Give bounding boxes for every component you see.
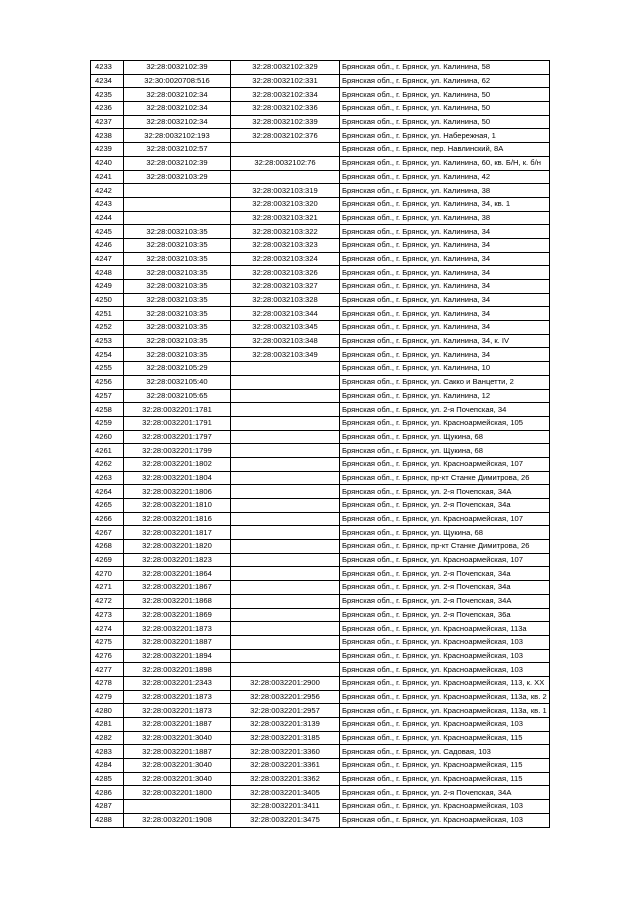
row-number-cell: 4276 bbox=[91, 649, 124, 663]
parcel-number-cell bbox=[124, 800, 231, 814]
object-number-cell: 32:28:0032201:2957 bbox=[231, 704, 340, 718]
row-number-cell: 4278 bbox=[91, 676, 124, 690]
row-number-cell: 4237 bbox=[91, 115, 124, 129]
address-cell: Брянская обл., г. Брянск, ул. Сакко и Ванцетти, 2 bbox=[340, 375, 550, 389]
object-number-cell bbox=[231, 622, 340, 636]
table-row bbox=[91, 471, 550, 485]
row-number-cell: 4279 bbox=[91, 690, 124, 704]
object-number-cell bbox=[231, 170, 340, 184]
parcel-number-cell: 32:28:0032102:34 bbox=[124, 88, 231, 102]
table-row bbox=[91, 690, 550, 704]
table-row bbox=[91, 102, 550, 116]
parcel-number-cell: 32:28:0032201:1817 bbox=[124, 526, 231, 540]
object-number-cell bbox=[231, 567, 340, 581]
object-number-cell: 32:28:0032201:3405 bbox=[231, 786, 340, 800]
object-number-cell: 32:28:0032201:3362 bbox=[231, 772, 340, 786]
object-number-cell bbox=[231, 403, 340, 417]
parcel-number-cell: 32:28:0032201:3040 bbox=[124, 731, 231, 745]
address-cell: Брянская обл., г. Брянск, ул. Калинина, 38 bbox=[340, 211, 550, 225]
address-cell: Брянская обл., г. Брянск, ул. Калинина, 50 bbox=[340, 102, 550, 116]
row-number-cell: 4272 bbox=[91, 594, 124, 608]
parcel-number-cell: 32:28:0032105:65 bbox=[124, 389, 231, 403]
address-cell: Брянская обл., г. Брянск, ул. Калинина, 62 bbox=[340, 74, 550, 88]
address-cell: Брянская обл., г. Брянск, ул. 2-я Почепская, 34а bbox=[340, 581, 550, 595]
table-row bbox=[91, 457, 550, 471]
object-number-cell: 32:28:0032201:2900 bbox=[231, 676, 340, 690]
row-number-cell: 4245 bbox=[91, 225, 124, 239]
table-row bbox=[91, 772, 550, 786]
address-cell: Брянская обл., г. Брянск, ул. Калинина, 58 bbox=[340, 61, 550, 75]
address-cell: Брянская обл., г. Брянск, ул. Красноармейская, 103 bbox=[340, 635, 550, 649]
parcel-number-cell: 32:28:0032201:1804 bbox=[124, 471, 231, 485]
address-cell: Брянская обл., г. Брянск, ул. Щукина, 68 bbox=[340, 430, 550, 444]
address-cell: Брянская обл., г. Брянск, ул. Красноармейская, 103 bbox=[340, 663, 550, 677]
row-number-cell: 4256 bbox=[91, 375, 124, 389]
row-number-cell: 4251 bbox=[91, 307, 124, 321]
cadastral-table bbox=[90, 60, 550, 828]
table-row bbox=[91, 348, 550, 362]
row-number-cell: 4241 bbox=[91, 170, 124, 184]
object-number-cell bbox=[231, 663, 340, 677]
address-cell: Брянская обл., г. Брянск, ул. Красноармейская, 107 bbox=[340, 457, 550, 471]
parcel-number-cell: 32:28:0032201:3040 bbox=[124, 772, 231, 786]
parcel-number-cell: 32:28:0032201:1781 bbox=[124, 403, 231, 417]
parcel-number-cell: 32:28:0032102:34 bbox=[124, 115, 231, 129]
table-row bbox=[91, 197, 550, 211]
parcel-number-cell: 32:28:0032103:35 bbox=[124, 307, 231, 321]
parcel-number-cell bbox=[124, 184, 231, 198]
address-cell: Брянская обл., г. Брянск, ул. Красноармейская, 113а, кв. 1 bbox=[340, 704, 550, 718]
table-row bbox=[91, 252, 550, 266]
table-row bbox=[91, 676, 550, 690]
address-cell: Брянская обл., г. Брянск, ул. Красноармейская, 113, к. XX bbox=[340, 676, 550, 690]
row-number-cell: 4242 bbox=[91, 184, 124, 198]
parcel-number-cell: 32:28:0032201:1806 bbox=[124, 485, 231, 499]
address-cell: Брянская обл., г. Брянск, ул. 2-я Почепская, 34А bbox=[340, 594, 550, 608]
object-number-cell: 32:28:0032103:321 bbox=[231, 211, 340, 225]
object-number-cell: 32:28:0032201:3185 bbox=[231, 731, 340, 745]
row-number-cell: 4261 bbox=[91, 444, 124, 458]
address-cell: Брянская обл., г. Брянск, ул. 2-я Почепская, 34а bbox=[340, 499, 550, 513]
parcel-number-cell: 32:28:0032201:1898 bbox=[124, 663, 231, 677]
address-cell: Брянская обл., г. Брянск, ул. Калинина, 34 bbox=[340, 225, 550, 239]
table-row bbox=[91, 567, 550, 581]
table-row bbox=[91, 61, 550, 75]
table-row bbox=[91, 170, 550, 184]
address-cell: Брянская обл., г. Брянск, ул. Калинина, 34 bbox=[340, 252, 550, 266]
address-cell: Брянская обл., г. Брянск, пр-кт Станке Димитрова, 26 bbox=[340, 471, 550, 485]
table-row bbox=[91, 485, 550, 499]
table-row bbox=[91, 512, 550, 526]
address-cell: Брянская обл., г. Брянск, ул. Красноармейская, 115 bbox=[340, 731, 550, 745]
row-number-cell: 4250 bbox=[91, 293, 124, 307]
object-number-cell: 32:28:0032103:324 bbox=[231, 252, 340, 266]
parcel-number-cell: 32:28:0032103:35 bbox=[124, 252, 231, 266]
address-cell: Брянская обл., г. Брянск, ул. Калинина, 34 bbox=[340, 280, 550, 294]
address-cell: Брянская обл., г. Брянск, ул. Калинина, 34 bbox=[340, 307, 550, 321]
row-number-cell: 4269 bbox=[91, 553, 124, 567]
address-cell: Брянская обл., г. Брянск, ул. Красноармейская, 113а bbox=[340, 622, 550, 636]
object-number-cell bbox=[231, 553, 340, 567]
address-cell: Брянская обл., г. Брянск, ул. Красноармейская, 113а, кв. 2 bbox=[340, 690, 550, 704]
row-number-cell: 4288 bbox=[91, 813, 124, 827]
table-row bbox=[91, 759, 550, 773]
address-cell: Брянская обл., г. Брянск, ул. Красноармейская, 115 bbox=[340, 772, 550, 786]
table-row bbox=[91, 74, 550, 88]
object-number-cell bbox=[231, 471, 340, 485]
parcel-number-cell: 32:28:0032201:1799 bbox=[124, 444, 231, 458]
row-number-cell: 4266 bbox=[91, 512, 124, 526]
parcel-number-cell: 32:28:0032103:35 bbox=[124, 225, 231, 239]
row-number-cell: 4270 bbox=[91, 567, 124, 581]
table-row bbox=[91, 649, 550, 663]
parcel-number-cell: 32:28:0032103:35 bbox=[124, 238, 231, 252]
address-cell: Брянская обл., г. Брянск, ул. Калинина, 10 bbox=[340, 362, 550, 376]
row-number-cell: 4277 bbox=[91, 663, 124, 677]
row-number-cell: 4285 bbox=[91, 772, 124, 786]
address-cell: Брянская обл., г. Брянск, ул. Щукина, 68 bbox=[340, 444, 550, 458]
parcel-number-cell: 32:28:0032201:1810 bbox=[124, 499, 231, 513]
address-cell: Брянская обл., г. Брянск, ул. Калинина, 34 bbox=[340, 321, 550, 335]
address-cell: Брянская обл., г. Брянск, ул. Красноармейская, 103 bbox=[340, 800, 550, 814]
parcel-number-cell: 32:28:0032201:1908 bbox=[124, 813, 231, 827]
object-number-cell: 32:28:0032103:348 bbox=[231, 334, 340, 348]
address-cell: Брянская обл., г. Брянск, ул. Калинина, 34, кв. 1 bbox=[340, 197, 550, 211]
table-row bbox=[91, 813, 550, 827]
table-row bbox=[91, 280, 550, 294]
document-page bbox=[90, 60, 550, 828]
table-row bbox=[91, 211, 550, 225]
table-row bbox=[91, 622, 550, 636]
table-row bbox=[91, 444, 550, 458]
object-number-cell: 32:28:0032102:376 bbox=[231, 129, 340, 143]
table-row bbox=[91, 403, 550, 417]
address-cell: Брянская обл., г. Брянск, ул. 2-я Почепская, 34а bbox=[340, 567, 550, 581]
object-number-cell bbox=[231, 457, 340, 471]
row-number-cell: 4249 bbox=[91, 280, 124, 294]
table-row bbox=[91, 156, 550, 170]
object-number-cell bbox=[231, 389, 340, 403]
row-number-cell: 4238 bbox=[91, 129, 124, 143]
table-row bbox=[91, 663, 550, 677]
row-number-cell: 4281 bbox=[91, 718, 124, 732]
row-number-cell: 4236 bbox=[91, 102, 124, 116]
address-cell: Брянская обл., г. Брянск, ул. Калинина, 34 bbox=[340, 348, 550, 362]
object-number-cell bbox=[231, 512, 340, 526]
table-row bbox=[91, 115, 550, 129]
address-cell: Брянская обл., г. Брянск, пр-кт Станке Димитрова, 26 bbox=[340, 540, 550, 554]
object-number-cell: 32:28:0032102:334 bbox=[231, 88, 340, 102]
address-cell: Брянская обл., г. Брянск, ул. Калинина, 12 bbox=[340, 389, 550, 403]
row-number-cell: 4235 bbox=[91, 88, 124, 102]
table-row bbox=[91, 540, 550, 554]
parcel-number-cell: 32:28:0032103:35 bbox=[124, 280, 231, 294]
address-cell: Брянская обл., г. Брянск, ул. Садовая, 103 bbox=[340, 745, 550, 759]
parcel-number-cell: 32:28:0032201:1869 bbox=[124, 608, 231, 622]
object-number-cell bbox=[231, 581, 340, 595]
object-number-cell: 32:28:0032103:328 bbox=[231, 293, 340, 307]
row-number-cell: 4247 bbox=[91, 252, 124, 266]
table-row bbox=[91, 238, 550, 252]
row-number-cell: 4287 bbox=[91, 800, 124, 814]
table-body bbox=[91, 61, 550, 828]
address-cell: Брянская обл., г. Брянск, ул. Калинина, 60, кв. Б/Н, к. б/н bbox=[340, 156, 550, 170]
table-row bbox=[91, 375, 550, 389]
parcel-number-cell: 32:28:0032201:1791 bbox=[124, 416, 231, 430]
table-row bbox=[91, 499, 550, 513]
table-row bbox=[91, 745, 550, 759]
parcel-number-cell: 32:28:0032201:1797 bbox=[124, 430, 231, 444]
object-number-cell bbox=[231, 594, 340, 608]
table-row bbox=[91, 800, 550, 814]
row-number-cell: 4239 bbox=[91, 143, 124, 157]
parcel-number-cell: 32:28:0032201:2343 bbox=[124, 676, 231, 690]
table-row bbox=[91, 581, 550, 595]
object-number-cell: 32:28:0032201:3360 bbox=[231, 745, 340, 759]
table-row bbox=[91, 225, 550, 239]
parcel-number-cell: 32:28:0032201:1800 bbox=[124, 786, 231, 800]
address-cell: Брянская обл., г. Брянск, ул. Калинина, 38 bbox=[340, 184, 550, 198]
row-number-cell: 4264 bbox=[91, 485, 124, 499]
parcel-number-cell bbox=[124, 211, 231, 225]
object-number-cell bbox=[231, 499, 340, 513]
table-row bbox=[91, 526, 550, 540]
parcel-number-cell: 32:28:0032103:35 bbox=[124, 348, 231, 362]
parcel-number-cell: 32:28:0032103:35 bbox=[124, 266, 231, 280]
table-row bbox=[91, 362, 550, 376]
object-number-cell: 32:28:0032102:331 bbox=[231, 74, 340, 88]
object-number-cell: 32:28:0032201:3475 bbox=[231, 813, 340, 827]
parcel-number-cell: 32:28:0032201:1864 bbox=[124, 567, 231, 581]
parcel-number-cell: 32:28:0032103:35 bbox=[124, 334, 231, 348]
object-number-cell: 32:28:0032103:345 bbox=[231, 321, 340, 335]
row-number-cell: 4246 bbox=[91, 238, 124, 252]
row-number-cell: 4252 bbox=[91, 321, 124, 335]
object-number-cell bbox=[231, 362, 340, 376]
object-number-cell: 32:28:0032201:3139 bbox=[231, 718, 340, 732]
row-number-cell: 4254 bbox=[91, 348, 124, 362]
parcel-number-cell: 32:28:0032201:1887 bbox=[124, 635, 231, 649]
table-row bbox=[91, 731, 550, 745]
parcel-number-cell: 32:28:0032201:1873 bbox=[124, 690, 231, 704]
parcel-number-cell: 32:28:0032102:39 bbox=[124, 156, 231, 170]
row-number-cell: 4265 bbox=[91, 499, 124, 513]
object-number-cell: 32:28:0032102:329 bbox=[231, 61, 340, 75]
object-number-cell: 32:28:0032201:3411 bbox=[231, 800, 340, 814]
address-cell: Брянская обл., г. Брянск, ул. Красноармейская, 107 bbox=[340, 512, 550, 526]
object-number-cell bbox=[231, 608, 340, 622]
address-cell: Брянская обл., г. Брянск, ул. Калинина, 50 bbox=[340, 88, 550, 102]
parcel-number-cell: 32:28:0032201:1820 bbox=[124, 540, 231, 554]
object-number-cell: 32:28:0032102:76 bbox=[231, 156, 340, 170]
address-cell: Брянская обл., г. Брянск, ул. Калинина, 42 bbox=[340, 170, 550, 184]
table-row bbox=[91, 266, 550, 280]
table-row bbox=[91, 321, 550, 335]
address-cell: Брянская обл., г. Брянск, ул. Калинина, 34 bbox=[340, 293, 550, 307]
parcel-number-cell: 32:28:0032201:1887 bbox=[124, 718, 231, 732]
parcel-number-cell: 32:28:0032201:1894 bbox=[124, 649, 231, 663]
table-row bbox=[91, 718, 550, 732]
address-cell: Брянская обл., г. Брянск, ул. 2-я Почепская, 34А bbox=[340, 786, 550, 800]
object-number-cell: 32:28:0032103:344 bbox=[231, 307, 340, 321]
address-cell: Брянская обл., г. Брянск, ул. Калинина, 50 bbox=[340, 115, 550, 129]
table-row bbox=[91, 88, 550, 102]
parcel-number-cell: 32:28:0032102:39 bbox=[124, 61, 231, 75]
address-cell: Брянская обл., г. Брянск, ул. Набережная, 1 bbox=[340, 129, 550, 143]
address-cell: Брянская обл., г. Брянск, ул. 2-я Почепская, 36а bbox=[340, 608, 550, 622]
row-number-cell: 4257 bbox=[91, 389, 124, 403]
row-number-cell: 4248 bbox=[91, 266, 124, 280]
object-number-cell bbox=[231, 444, 340, 458]
parcel-number-cell: 32:30:0020708:516 bbox=[124, 74, 231, 88]
address-cell: Брянская обл., г. Брянск, ул. Калинина, 34 bbox=[340, 266, 550, 280]
object-number-cell: 32:28:0032103:326 bbox=[231, 266, 340, 280]
object-number-cell: 32:28:0032103:327 bbox=[231, 280, 340, 294]
address-cell: Брянская обл., г. Брянск, ул. Красноармейская, 115 bbox=[340, 759, 550, 773]
row-number-cell: 4258 bbox=[91, 403, 124, 417]
object-number-cell: 32:28:0032201:2956 bbox=[231, 690, 340, 704]
object-number-cell: 32:28:0032102:339 bbox=[231, 115, 340, 129]
parcel-number-cell bbox=[124, 197, 231, 211]
row-number-cell: 4259 bbox=[91, 416, 124, 430]
row-number-cell: 4282 bbox=[91, 731, 124, 745]
object-number-cell: 32:28:0032103:320 bbox=[231, 197, 340, 211]
table-row bbox=[91, 635, 550, 649]
object-number-cell bbox=[231, 143, 340, 157]
object-number-cell: 32:28:0032103:349 bbox=[231, 348, 340, 362]
row-number-cell: 4234 bbox=[91, 74, 124, 88]
parcel-number-cell: 32:28:0032103:29 bbox=[124, 170, 231, 184]
object-number-cell bbox=[231, 540, 340, 554]
address-cell: Брянская обл., г. Брянск, ул. Калинина, 34 bbox=[340, 238, 550, 252]
parcel-number-cell: 32:28:0032102:193 bbox=[124, 129, 231, 143]
parcel-number-cell: 32:28:0032201:1887 bbox=[124, 745, 231, 759]
address-cell: Брянская обл., г. Брянск, ул. 2-я Почепская, 34А bbox=[340, 485, 550, 499]
object-number-cell: 32:28:0032103:323 bbox=[231, 238, 340, 252]
table-row bbox=[91, 786, 550, 800]
object-number-cell bbox=[231, 635, 340, 649]
row-number-cell: 4233 bbox=[91, 61, 124, 75]
object-number-cell bbox=[231, 416, 340, 430]
parcel-number-cell: 32:28:0032201:1802 bbox=[124, 457, 231, 471]
address-cell: Брянская обл., г. Брянск, ул. Красноармейская, 103 bbox=[340, 649, 550, 663]
object-number-cell: 32:28:0032103:319 bbox=[231, 184, 340, 198]
row-number-cell: 4273 bbox=[91, 608, 124, 622]
parcel-number-cell: 32:28:0032103:35 bbox=[124, 293, 231, 307]
object-number-cell: 32:28:0032201:3361 bbox=[231, 759, 340, 773]
row-number-cell: 4280 bbox=[91, 704, 124, 718]
parcel-number-cell: 32:28:0032102:34 bbox=[124, 102, 231, 116]
row-number-cell: 4274 bbox=[91, 622, 124, 636]
parcel-number-cell: 32:28:0032201:1873 bbox=[124, 704, 231, 718]
row-number-cell: 4263 bbox=[91, 471, 124, 485]
row-number-cell: 4271 bbox=[91, 581, 124, 595]
object-number-cell bbox=[231, 375, 340, 389]
address-cell: Брянская обл., г. Брянск, ул. Щукина, 68 bbox=[340, 526, 550, 540]
row-number-cell: 4262 bbox=[91, 457, 124, 471]
parcel-number-cell: 32:28:0032201:1816 bbox=[124, 512, 231, 526]
table-row bbox=[91, 608, 550, 622]
table-row bbox=[91, 129, 550, 143]
row-number-cell: 4267 bbox=[91, 526, 124, 540]
address-cell: Брянская обл., г. Брянск, ул. Красноармейская, 103 bbox=[340, 718, 550, 732]
table-row bbox=[91, 184, 550, 198]
object-number-cell bbox=[231, 649, 340, 663]
table-row bbox=[91, 389, 550, 403]
row-number-cell: 4286 bbox=[91, 786, 124, 800]
address-cell: Брянская обл., г. Брянск, ул. Красноармейская, 105 bbox=[340, 416, 550, 430]
table-row bbox=[91, 594, 550, 608]
row-number-cell: 4243 bbox=[91, 197, 124, 211]
object-number-cell bbox=[231, 485, 340, 499]
address-cell: Брянская обл., г. Брянск, пер. Навлинский, 8А bbox=[340, 143, 550, 157]
parcel-number-cell: 32:28:0032201:1823 bbox=[124, 553, 231, 567]
address-cell: Брянская обл., г. Брянск, ул. 2-я Почепская, 34 bbox=[340, 403, 550, 417]
table-row bbox=[91, 416, 550, 430]
table-row bbox=[91, 704, 550, 718]
table-row bbox=[91, 293, 550, 307]
parcel-number-cell: 32:28:0032201:1868 bbox=[124, 594, 231, 608]
table-row bbox=[91, 430, 550, 444]
parcel-number-cell: 32:28:0032102:57 bbox=[124, 143, 231, 157]
parcel-number-cell: 32:28:0032201:3040 bbox=[124, 759, 231, 773]
row-number-cell: 4283 bbox=[91, 745, 124, 759]
row-number-cell: 4260 bbox=[91, 430, 124, 444]
table-row bbox=[91, 334, 550, 348]
row-number-cell: 4268 bbox=[91, 540, 124, 554]
parcel-number-cell: 32:28:0032103:35 bbox=[124, 321, 231, 335]
row-number-cell: 4253 bbox=[91, 334, 124, 348]
table-row bbox=[91, 143, 550, 157]
row-number-cell: 4275 bbox=[91, 635, 124, 649]
row-number-cell: 4240 bbox=[91, 156, 124, 170]
address-cell: Брянская обл., г. Брянск, ул. Красноармейская, 107 bbox=[340, 553, 550, 567]
parcel-number-cell: 32:28:0032201:1873 bbox=[124, 622, 231, 636]
object-number-cell bbox=[231, 430, 340, 444]
parcel-number-cell: 32:28:0032105:40 bbox=[124, 375, 231, 389]
row-number-cell: 4244 bbox=[91, 211, 124, 225]
address-cell: Брянская обл., г. Брянск, ул. Калинина, 34, к. IV bbox=[340, 334, 550, 348]
parcel-number-cell: 32:28:0032201:1867 bbox=[124, 581, 231, 595]
row-number-cell: 4255 bbox=[91, 362, 124, 376]
row-number-cell: 4284 bbox=[91, 759, 124, 773]
table-row bbox=[91, 307, 550, 321]
object-number-cell: 32:28:0032102:336 bbox=[231, 102, 340, 116]
address-cell: Брянская обл., г. Брянск, ул. Красноармейская, 103 bbox=[340, 813, 550, 827]
object-number-cell bbox=[231, 526, 340, 540]
object-number-cell: 32:28:0032103:322 bbox=[231, 225, 340, 239]
parcel-number-cell: 32:28:0032105:29 bbox=[124, 362, 231, 376]
table-row bbox=[91, 553, 550, 567]
